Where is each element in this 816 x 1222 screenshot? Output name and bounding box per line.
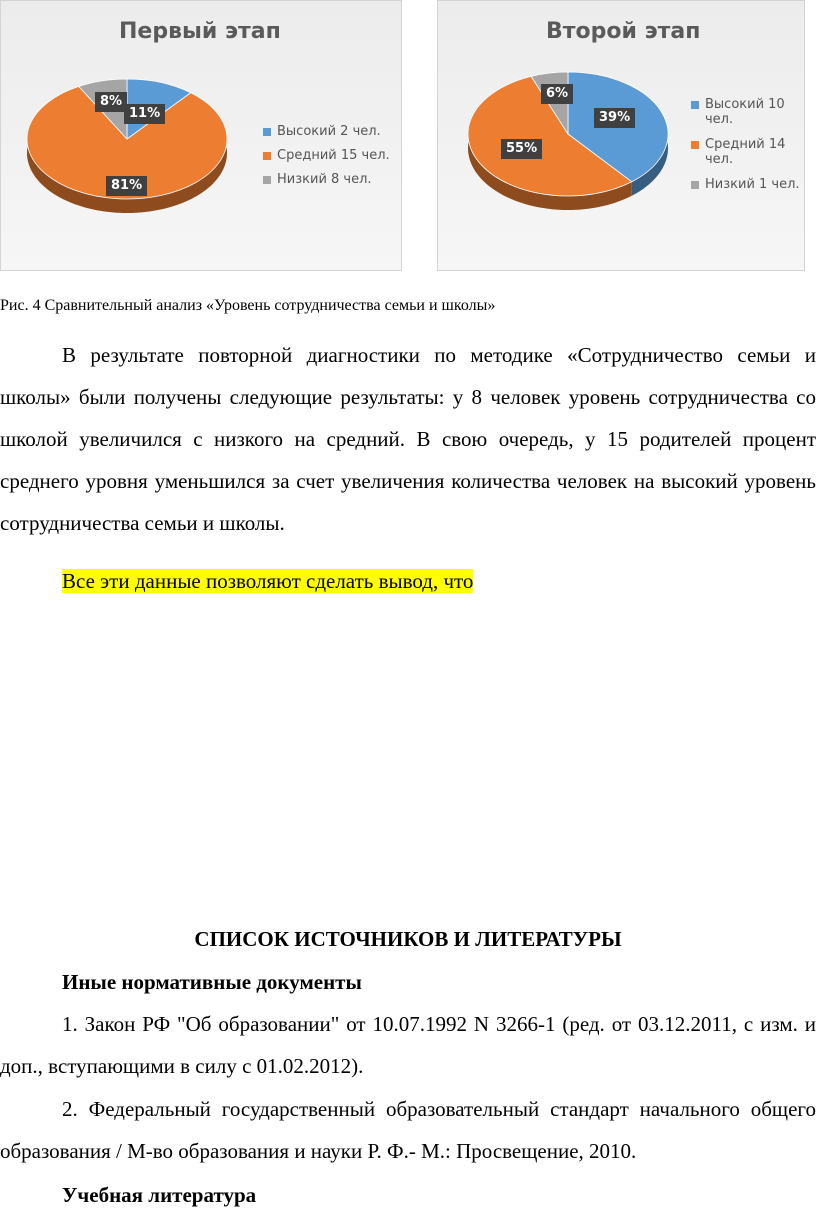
chart-second-stage bbox=[437, 0, 805, 271]
body-paragraph: В результате повторной диагностики по методике «Сотрудничество семьи и школы» были получены следующие результаты: у 8 человек уровень сотрудничества со школой увеличился с низкого на средний. В свою очередь, у 15 родителей процент среднего уровня уменьшился за счет увеличения количества человек на высокий уровень сотрудничества семьи и школы. bbox=[0, 343, 816, 535]
data-label-low: 8% bbox=[95, 92, 127, 112]
reference-item: 1. Закон РФ "Об образовании" от 10.07.1992 N 3266-1 (ред. от 03.12.2011, с изм. и доп., вступающими в силу с 01.02.2012). bbox=[0, 1012, 816, 1078]
sources-heading: СПИСОК ИСТОЧНИКОВ И ЛИТЕРАТУРЫ bbox=[194, 927, 622, 951]
highlighted-paragraph bbox=[0, 560, 816, 602]
data-label-low: 6% bbox=[541, 84, 573, 104]
section-heading-normative: Иные нормативные документы bbox=[62, 970, 362, 994]
legend-swatch-high bbox=[691, 101, 699, 109]
data-label-high: 11% bbox=[124, 104, 165, 124]
legend-swatch-medium bbox=[691, 141, 699, 149]
legend-label: Высокий 10 чел. bbox=[705, 97, 785, 127]
chart-legend bbox=[691, 97, 801, 192]
data-label-medium: 81% bbox=[106, 176, 147, 196]
section-heading-textbooks: Учебная литература bbox=[62, 1183, 257, 1207]
legend-label: Высокий 2 чел. bbox=[277, 124, 381, 139]
chart-title: Второй этап bbox=[546, 19, 701, 44]
data-label-medium: 55% bbox=[501, 139, 542, 159]
legend-swatch-low bbox=[691, 181, 699, 189]
highlighted-text: Все эти данные позволяют сделать вывод, что bbox=[62, 569, 474, 593]
legend-label: Низкий 1 чел. bbox=[705, 177, 800, 192]
data-label-high: 39% bbox=[594, 108, 635, 128]
chart-title: Первый этап bbox=[119, 19, 281, 44]
legend-swatch-medium bbox=[263, 152, 271, 160]
legend-label: Средний 14 чел. bbox=[705, 137, 786, 167]
chart-legend bbox=[263, 124, 398, 187]
figure-caption: Рис. 4 Сравнительный анализ «Уровень сотрудничества семьи и школы» bbox=[0, 297, 496, 314]
legend-label: Низкий 8 чел. bbox=[277, 172, 372, 187]
legend-swatch-high bbox=[263, 128, 271, 136]
reference-item: 2. Федеральный государственный образовательный стандарт начального общего образования / М-во образования и науки Р. Ф.- М.: Просвещение, 2010. bbox=[0, 1097, 816, 1163]
legend-swatch-low bbox=[263, 176, 271, 184]
legend-label: Средний 15 чел. bbox=[277, 148, 390, 163]
chart-first-stage bbox=[0, 0, 402, 271]
